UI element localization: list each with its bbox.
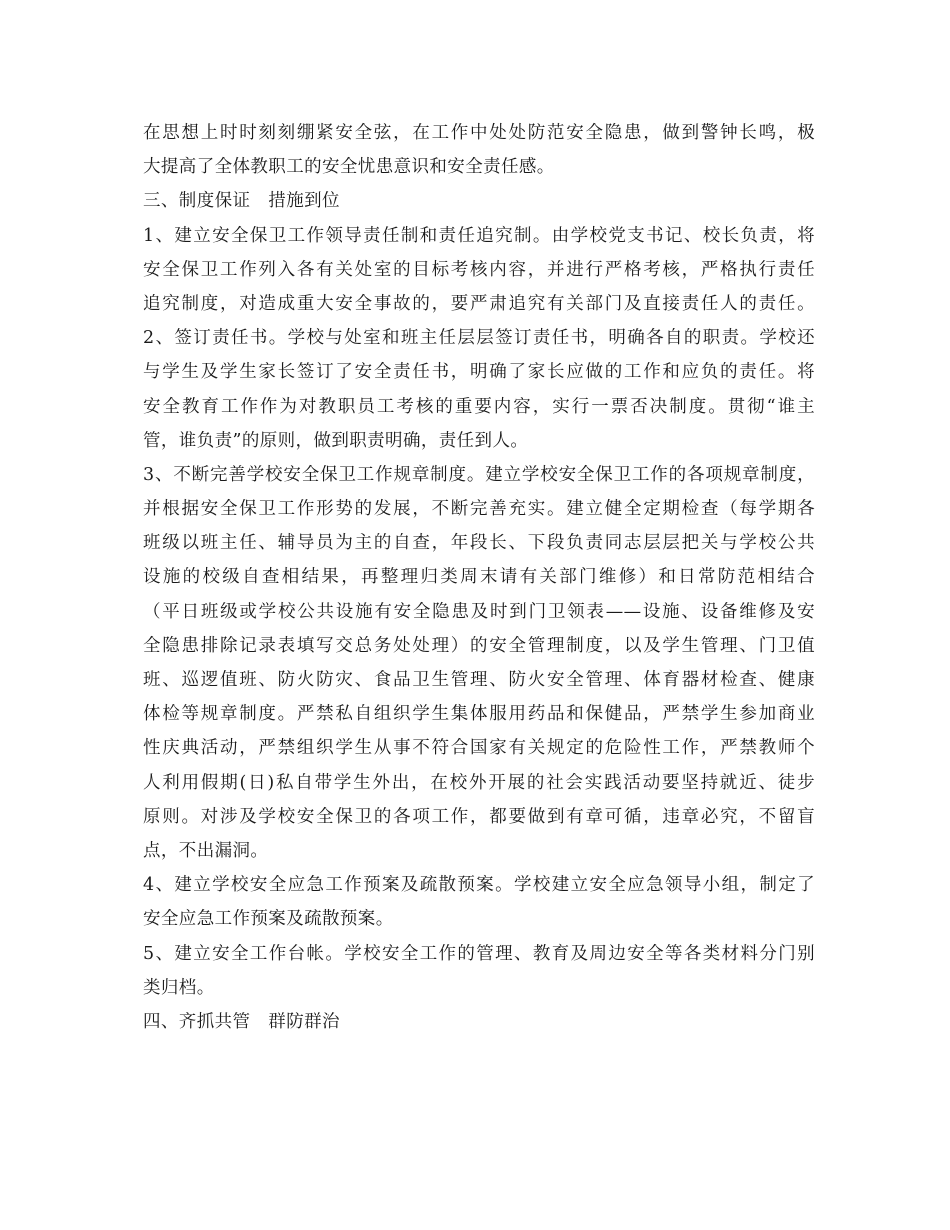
text-line: 1、建立安全保卫工作领导责任制和责任追究制。由学校党支书记、校长负责，将 — [143, 225, 815, 246]
text-line: 全隐患排除记录表填写交总务处处理）的安全管理制度，以及学生管理、门卫值 — [143, 635, 815, 656]
text-line: 管，谁负责”的原则，做到职责明确，责任到人。 — [143, 430, 529, 451]
text-line: 班级以班主任、辅导员为主的自查，年段长、下段负责同志层层把关与学校公共 — [143, 533, 815, 554]
text-line: 三、制度保证 措施到位 — [143, 191, 340, 212]
text-line: 点，不出漏洞。 — [143, 840, 269, 861]
text-line: 大提高了全体教职工的安全忧患意识和安全责任感。 — [143, 157, 555, 178]
text-line: 体检等规章制度。严禁私自组织学生集体服用药品和保健品，严禁学生参加商业 — [143, 704, 815, 725]
text-line: （平日班级或学校公共设施有安全隐患及时到门卫领表——设施、设备维修及安 — [143, 601, 815, 622]
text-line: 3、不断完善学校安全保卫工作规章制度。建立学校安全保卫工作的各项规章制度， — [143, 464, 815, 485]
text-line: 安全保卫工作列入各有关处室的目标考核内容，并进行严格考核，严格执行责任 — [143, 259, 815, 280]
text-line: 设施的校级自查相结果，再整理归类周末请有关部门维修）和日常防范相结合 — [143, 567, 815, 588]
text-line: 班、巡逻值班、防火防灾、食品卫生管理、防火安全管理、体育器材检查、健康 — [143, 670, 815, 690]
text-line: 安全应急工作预案及疏散预案。 — [143, 909, 394, 930]
text-line: 四、齐抓共管 群防群治 — [143, 1011, 340, 1032]
text-line: 类归档。 — [143, 977, 215, 998]
text-line: 原则。对涉及学校安全保卫的各项工作，都要做到有章可循，违章必究，不留盲 — [143, 806, 815, 827]
text-line: 4、建立学校安全应急工作预案及疏散预案。学校建立安全应急领导小组，制定了 — [143, 875, 815, 896]
text-line: 人利用假期(日)私自带学生外出，在校外开展的社会实践活动要坚持就近、徒步 — [143, 772, 815, 793]
text-line: 在思想上时时刻刻绷紧安全弦，在工作中处处防范安全隐患，做到警钟长鸣，极 — [143, 123, 815, 143]
text-line: 性庆典活动，严禁组织学生从事不符合国家有关规定的危险性工作，严禁教师个 — [143, 738, 815, 759]
text-line: 并根据安全保卫工作形势的发展，不断完善充实。建立健全定期检查（每学期各 — [143, 499, 815, 520]
text-line: 安全教育工作作为对教职员工考核的重要内容，实行一票否决制度。贯彻“谁主 — [143, 396, 815, 417]
text-line: 2、签订责任书。学校与处室和班主任层层签订责任书，明确各自的职责。学校还 — [143, 328, 815, 349]
document-body — [143, 116, 815, 1039]
text-line: 与学生及学生家长签订了安全责任书，明确了家长应做的工作和应负的责任。将 — [143, 362, 815, 383]
text-line: 追究制度，对造成重大安全事故的，要严肃追究有关部门及直接责任人的责任。 — [143, 293, 815, 314]
text-line: 5、建立安全工作台帐。学校安全工作的管理、教育及周边安全等各类材料分门别 — [143, 943, 815, 964]
